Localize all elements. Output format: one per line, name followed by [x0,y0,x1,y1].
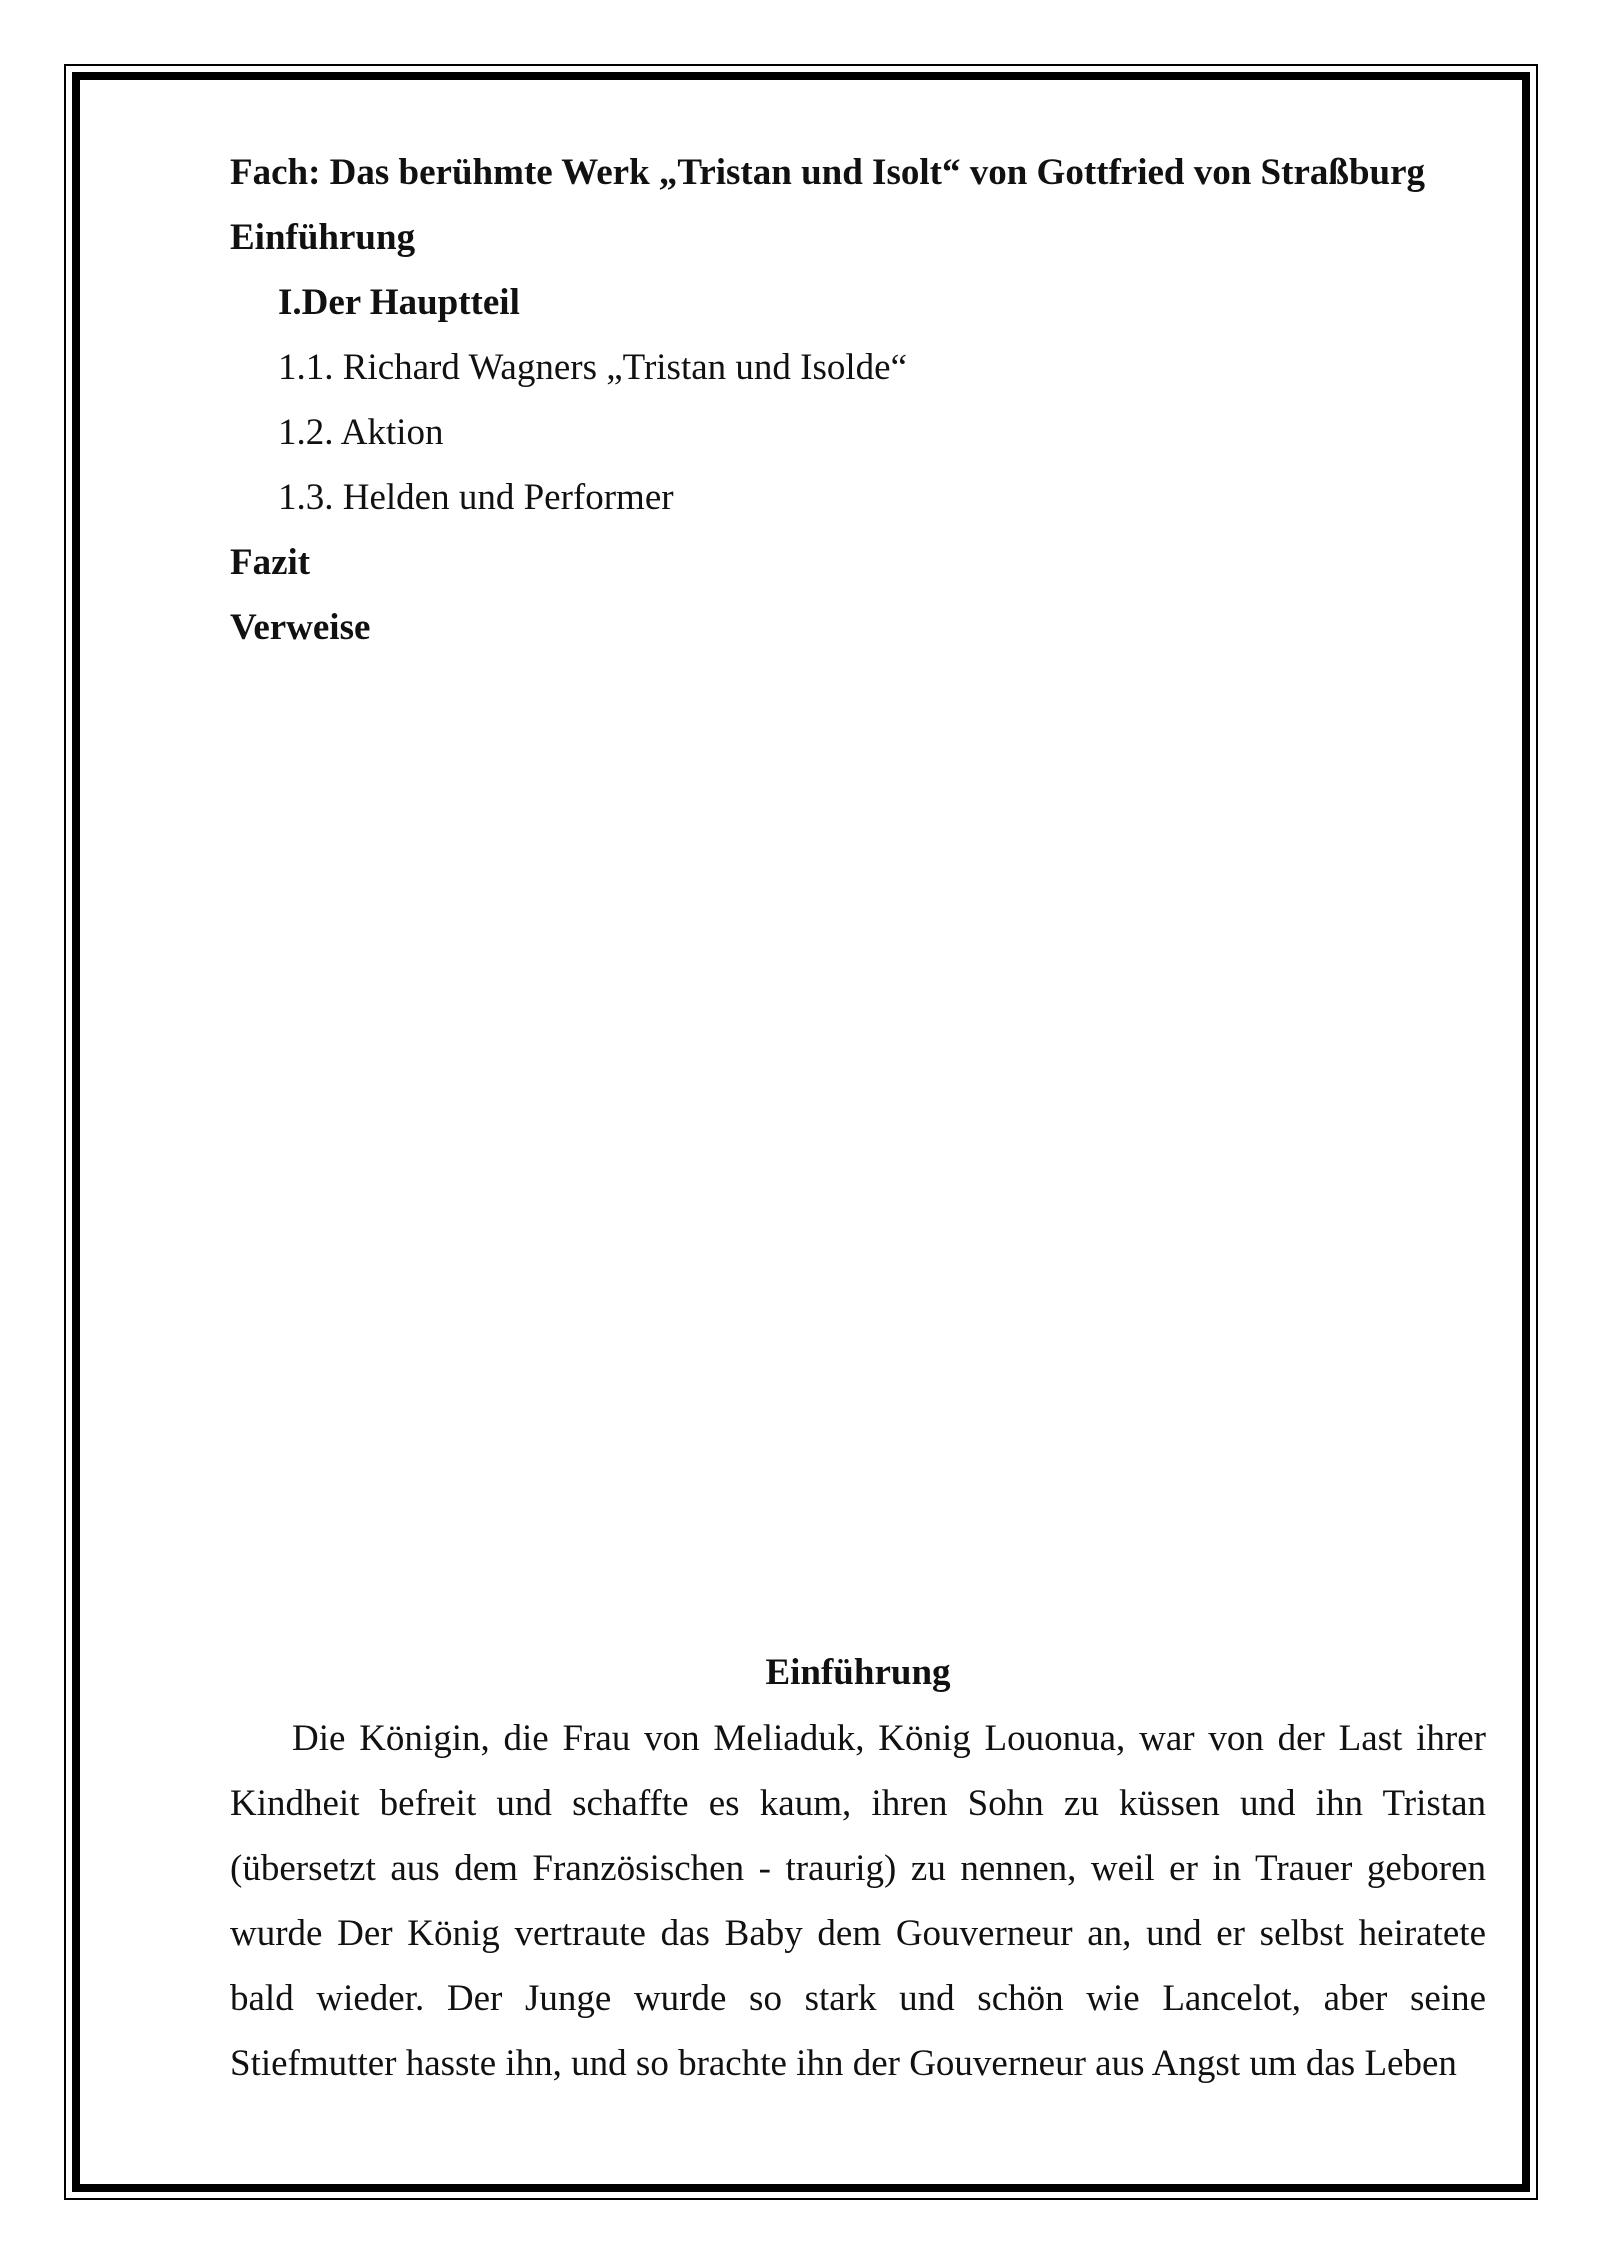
section-heading: Einführung [765,1652,951,1693]
toc-item: 1.3. Helden und Performer [278,477,674,518]
toc-intro: Einführung [230,217,416,258]
table-of-contents [230,140,1486,660]
toc-item: 1.2. Aktion [278,412,444,453]
toc-subject: Fach: Das berühmte Werk „Tristan und Isolt“ von Gottfried von Straßburg [230,152,1426,193]
toc-main-part: I.Der Hauptteil [278,282,520,323]
toc-references: Verweise [230,607,371,648]
toc-item: 1.1. Richard Wagners „Tristan und Isolde“ [278,347,907,388]
toc-conclusion: Fazit [230,542,311,583]
body-paragraph: Die Königin, die Frau von Meliaduk, König Louonua, war von der Last ihrer Kindheit befreit und schaffte es kaum, ihren Sohn zu küssen und ihn Tristan (übersetzt aus dem Französischen - traurig) zu nennen, weil er in Trauer geboren wurde Der König vertraute das Baby dem Gouverneur an, und er selbst heiratete bald wieder. Der Junge wurde so stark und schön wie Lancelot, aber seine Stiefmutter hasste ihn, und so brachte ihn der Gouverneur aus Angst um das Leben [230,1718,1486,2084]
